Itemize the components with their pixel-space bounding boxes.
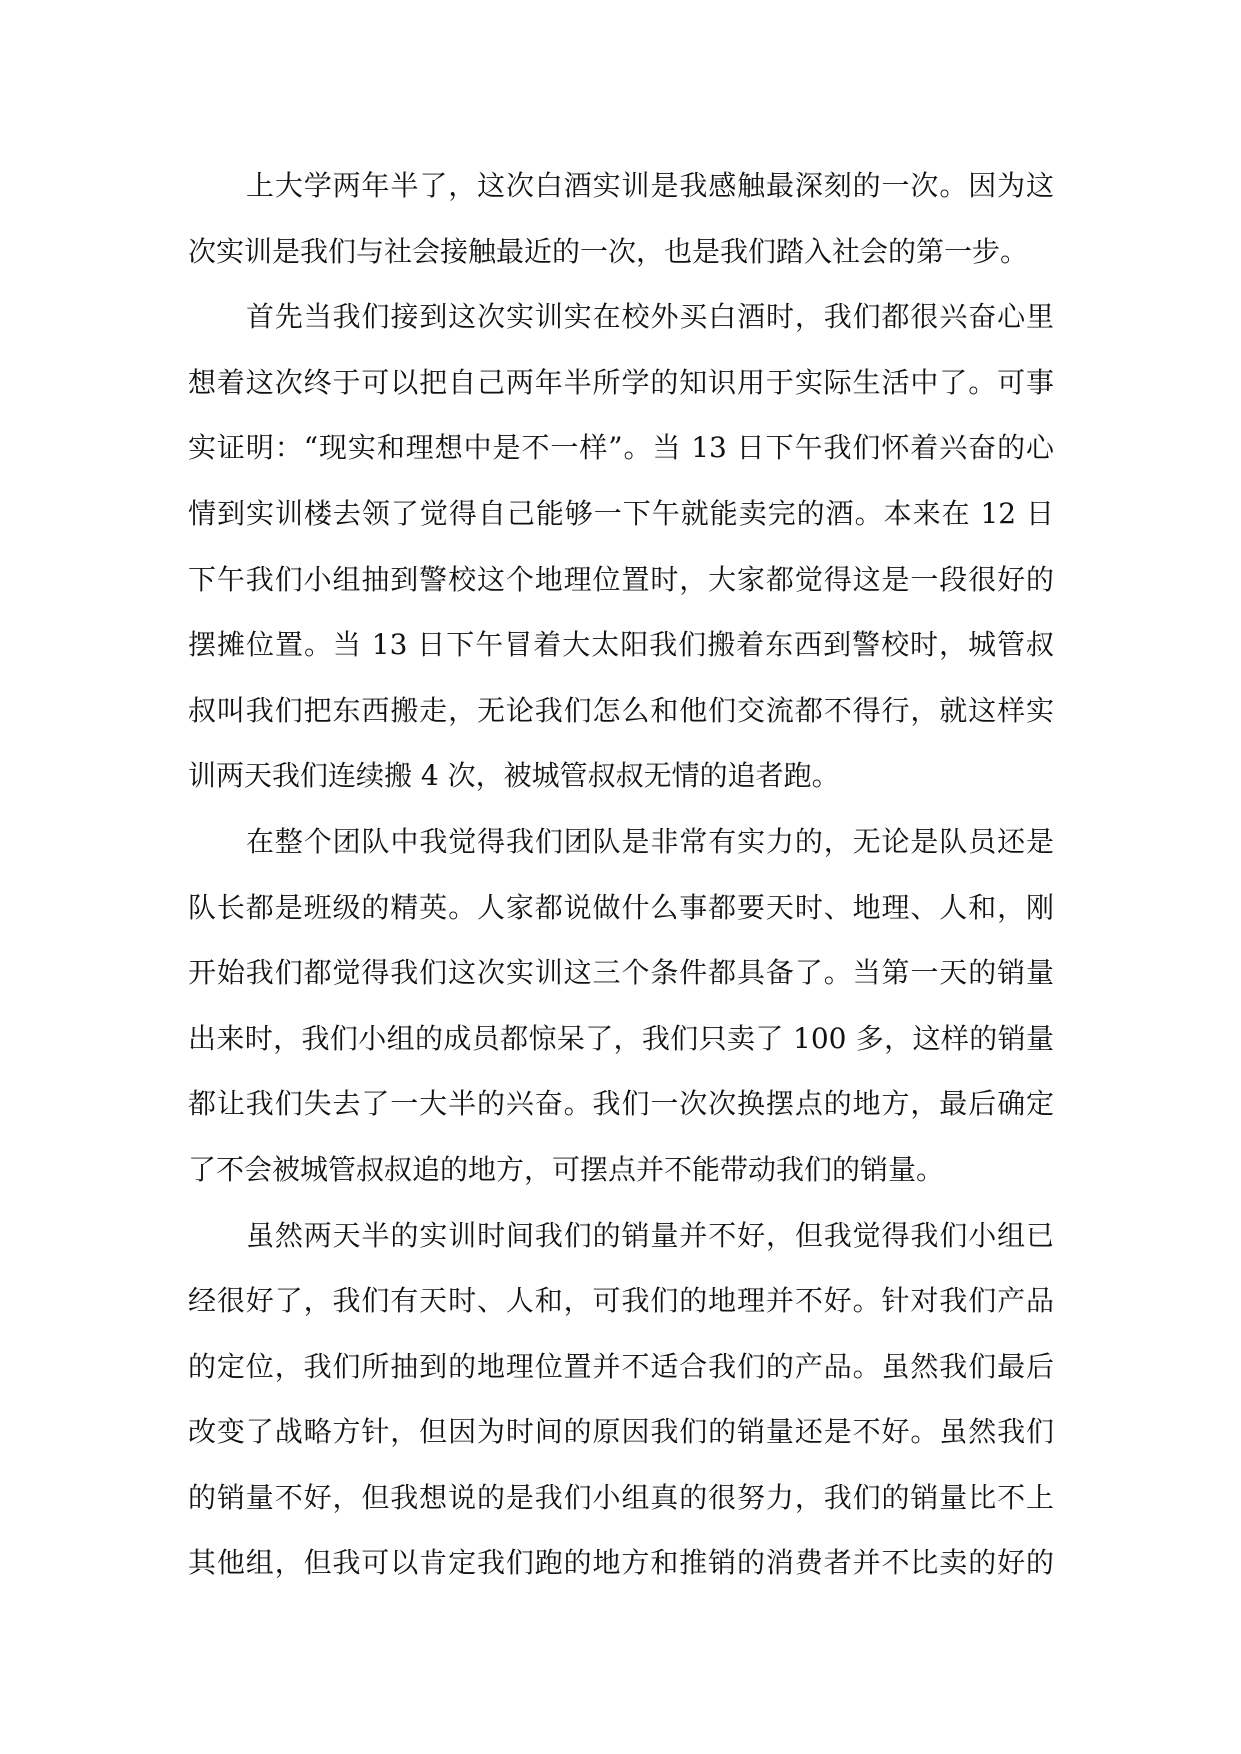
text-line: 在整个团队中我觉得我们团队是非常有实力的，无论是队员还是 (246, 824, 1054, 858)
text-line: 叔叫我们把东西搬走，无论我们怎么和他们交流都不得行，就这样实 (188, 693, 1054, 727)
text-line: 队长都是班级的精英。人家都说做什么事都要天时、地理、人和，刚 (188, 890, 1054, 924)
text-line: 想着这次终于可以把自己两年半所学的知识用于实际生活中了。可事 (188, 365, 1054, 399)
text-line: 改变了战略方针，但因为时间的原因我们的销量还是不好。虽然我们 (188, 1415, 1054, 1449)
text-line: 其他组，但我可以肯定我们跑的地方和推销的消费者并不比卖的好的 (188, 1546, 1054, 1580)
text-line: 上大学两年半了，这次白酒实训是我感触最深刻的一次。因为这 (246, 169, 1054, 202)
text-line: 下午我们小组抽到警校这个地理位置时，大家都觉得这是一段很好的 (188, 562, 1054, 596)
text-line: 摆摊位置。当 13 日下午冒着大太阳我们搬着东西到警校时，城管叔 (188, 628, 1054, 662)
text-line: 经很好了，我们有天时、人和，可我们的地理并不好。针对我们产品 (188, 1284, 1054, 1318)
document-body (188, 153, 1054, 1596)
text-line: 的定位，我们所抽到的地理位置并不适合我们的产品。虽然我们最后 (188, 1349, 1054, 1383)
text-line: 情到实训楼去领了觉得自己能够一下午就能卖完的酒。本来在 12 日 (188, 496, 1054, 530)
text-line: 首先当我们接到这次实训实在校外买白酒时，我们都很兴奋心里 (246, 300, 1054, 334)
text-line: 都让我们失去了一大半的兴奋。我们一次次换摆点的地方，最后确定 (188, 1087, 1054, 1121)
text-line: 实证明：“现实和理想中是不一样”。当 13 日下午我们怀着兴奋的心 (188, 431, 1054, 465)
text-line: 次实训是我们与社会接触最近的一次，也是我们踏入社会的第一步。 (188, 234, 1029, 268)
text-line: 了不会被城管叔叔追的地方，可摆点并不能带动我们的销量。 (188, 1152, 945, 1186)
text-line: 虽然两天半的实训时间我们的销量并不好，但我觉得我们小组已 (246, 1218, 1054, 1252)
text-line: 开始我们都觉得我们这次实训这三个条件都具备了。当第一天的销量 (188, 956, 1054, 990)
text-line: 出来时，我们小组的成员都惊呆了，我们只卖了 100 多，这样的销量 (188, 1021, 1054, 1055)
text-line: 的销量不好，但我想说的是我们小组真的很努力，我们的销量比不上 (188, 1480, 1054, 1514)
text-line: 训两天我们连续搬 4 次，被城管叔叔无情的追者跑。 (188, 759, 840, 793)
